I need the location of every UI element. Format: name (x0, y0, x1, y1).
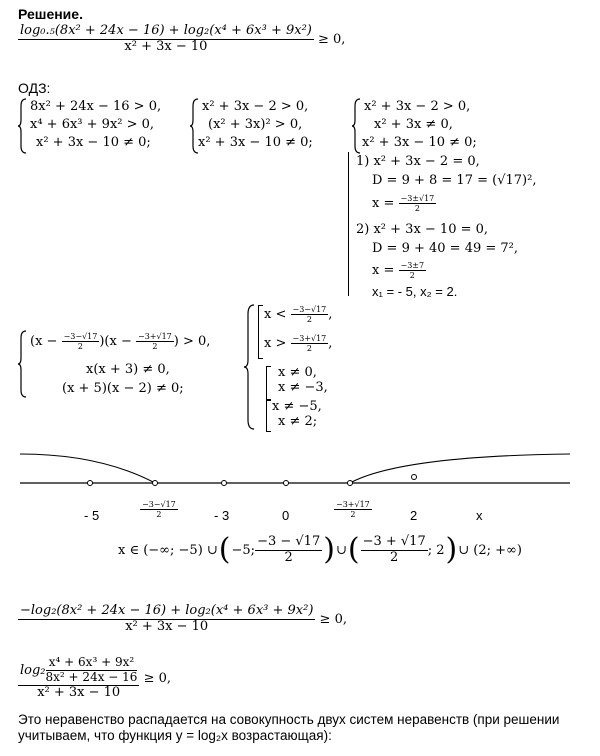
system-3-line-3: x² + 3x − 10 ≠ 0; (362, 135, 477, 150)
ineq3-inner-den: 8x² + 24x − 16 (45, 669, 138, 684)
answer-part-2: −5; (231, 542, 256, 558)
case-1-root-lhs: x = (372, 196, 395, 212)
case-1-equation: 1) x² + 3x − 2 = 0, (356, 154, 480, 169)
axis-label-root-left-den: 2 (156, 510, 162, 520)
ineq3-rhs: ≥ 0, (143, 670, 171, 686)
point-root-right (348, 481, 353, 486)
ineq1-rhs: ≥ 0, (318, 31, 346, 47)
system-5-a2-lhs: x > (264, 336, 287, 352)
axis-label-root-right-num: −3+√17 (336, 500, 370, 509)
axis-label-root-left-num: −3−√17 (142, 500, 176, 509)
system-4-l1-a: (x − (30, 334, 58, 350)
system-4-line-2: x(x + 3) ≠ 0, (86, 362, 170, 377)
ineq2-denominator: x² + 3x − 10 (125, 618, 209, 634)
system-4-f1-den: 2 (77, 342, 84, 352)
case-1-root (372, 194, 436, 213)
system-4-f2-den: 2 (152, 342, 158, 352)
case-2-discriminant: D = 9 + 40 = 49 = 7², (372, 241, 519, 256)
axis-label-zero: 0 (282, 508, 290, 523)
inequality-1 (18, 24, 345, 55)
system-4-l1-c: ) > 0, (173, 334, 211, 350)
ineq3-denominator: x² + 3x − 10 (37, 684, 121, 700)
case-2-root (372, 261, 426, 280)
answer-part-4-num: −3 + √17 (362, 533, 426, 549)
axis-label-x: x (476, 508, 483, 523)
axis-label-root-left (140, 500, 178, 519)
answer-part-3: ∪ (335, 542, 347, 558)
point-minus5 (88, 481, 93, 486)
point-zero (284, 481, 289, 486)
answer-part-2-num: −3 − √17 (257, 533, 321, 549)
system-4-line-1 (30, 332, 210, 351)
ineq3-log: log₂ (20, 662, 46, 678)
system-5-a2: x > $\frac{-3+√17}{2}$ , (264, 334, 333, 354)
system-1-line-1: 8x² + 24x − 16 > 0, (30, 99, 162, 114)
system-5-a1-den: 2 (306, 315, 312, 325)
system-3-line-1: x² + 3x − 2 > 0, (364, 99, 471, 114)
system-5-a2-num: −3+√17 (292, 334, 327, 343)
point-two (412, 475, 417, 480)
case-2-root-lhs: x = (372, 263, 395, 279)
system-2-line-2: (x² + 3x)² > 0, (208, 117, 303, 132)
bracket-b (266, 366, 271, 400)
ineq1-denominator: x² + 3x − 10 (124, 38, 208, 54)
axis-label-minus5: - 5 (84, 508, 100, 523)
system-1-line-3: x² + 3x − 10 ≠ 0; (36, 135, 151, 150)
inequality-2 (18, 604, 347, 635)
ineq1-numerator: log₀.₅(8x² + 24x − 16) + log₂(x⁴ + 6x³ + 9x²) (20, 23, 312, 38)
answer-part-4: ; 2 (427, 542, 445, 558)
case-1-root-den: 2 (414, 204, 420, 214)
axis-label-root-right (334, 500, 372, 519)
heading: Решение. (18, 6, 83, 22)
ineq2-numerator: −log₂(8x² + 24x − 16) + log₂(x⁴ + 6x³ + 9x²) (20, 603, 314, 618)
case-2-equation: 2) x² + 3x − 10 = 0, (356, 222, 489, 237)
ineq2-rhs: ≥ 0, (319, 611, 347, 627)
bracket-c (266, 400, 271, 432)
arc-left (20, 454, 155, 483)
system-4-l1-b: )(x − (99, 334, 132, 350)
system-2 (198, 98, 313, 152)
system-1 (30, 98, 161, 152)
system-4-f1-num: −3−√17 (63, 332, 98, 341)
system-4-f2-num: −3+√17 (138, 332, 172, 341)
point-minus3 (222, 481, 227, 486)
footer-text: Это неравенство распадается на совокупность двух систем неравенств (при решении учитываем, что функция y = log₂x возрастающая): (18, 712, 560, 743)
system-2-line-3: x² + 3x − 10 ≠ 0; (198, 135, 313, 150)
ineq3-inner-num: x⁴ + 6x³ + 9x² (46, 656, 138, 671)
point-root-left (153, 481, 158, 486)
inequality-3 (18, 656, 171, 701)
arc-right (350, 454, 570, 483)
system-5-b1: x ≠ 0, (278, 365, 317, 380)
axis-label-two: 2 (410, 508, 418, 523)
answer-part-2-den: 2 (284, 549, 293, 565)
number-line (0, 440, 600, 500)
system-5-b2: x ≠ −3, (278, 380, 328, 395)
odz-label: ОДЗ: (18, 80, 51, 96)
system-4-line-3: (x + 5)(x − 2) ≠ 0; (62, 381, 184, 396)
axis-label-root-right-den: 2 (350, 510, 356, 520)
system-5-c2: x ≠ 2; (278, 414, 318, 429)
system-5-a1: x < $\frac{-3-√17}{2}$ , (264, 305, 333, 325)
system-5-a1-lhs: x < (264, 307, 287, 323)
answer: x ∈ (−∞; −5) ∪ ( −5; $\frac{-3 - √17}{2}$ ) ∪ ( $\frac{-3 + √17}{2}$ ; 2 ) ∪ (2; +∞) (118, 532, 522, 567)
cases-bracket-line (348, 152, 349, 296)
answer-part-1: x ∈ (−∞; −5) ∪ (118, 542, 218, 558)
axis-label-minus3: - 3 (214, 508, 230, 523)
case-1-root-num: −3±√17 (400, 194, 435, 203)
system-1-line-2: x⁴ + 6x³ + 9x² > 0, (30, 117, 155, 132)
bracket-a (258, 305, 263, 359)
case-2-root-den: 2 (409, 271, 415, 281)
system-5-a2-den: 2 (306, 344, 312, 354)
answer-part-5: ∪ (2; +∞) (458, 542, 522, 558)
case-2-roots: x₁ = - 5, x₂ = 2. (372, 284, 458, 299)
answer-part-4-den: 2 (390, 549, 399, 565)
case-1-discriminant: D = 9 + 8 = 17 = (√17)², (372, 173, 537, 188)
system-3 (364, 98, 477, 152)
system-5-c1: x ≠ −5, (272, 399, 322, 414)
case-2-root-num: −3±7 (400, 261, 425, 270)
system-5-a1-num: −3−√17 (292, 305, 327, 314)
system-3-line-2: x² + 3x ≠ 0, (374, 117, 453, 132)
system-2-line-1: x² + 3x − 2 > 0, (202, 99, 309, 114)
